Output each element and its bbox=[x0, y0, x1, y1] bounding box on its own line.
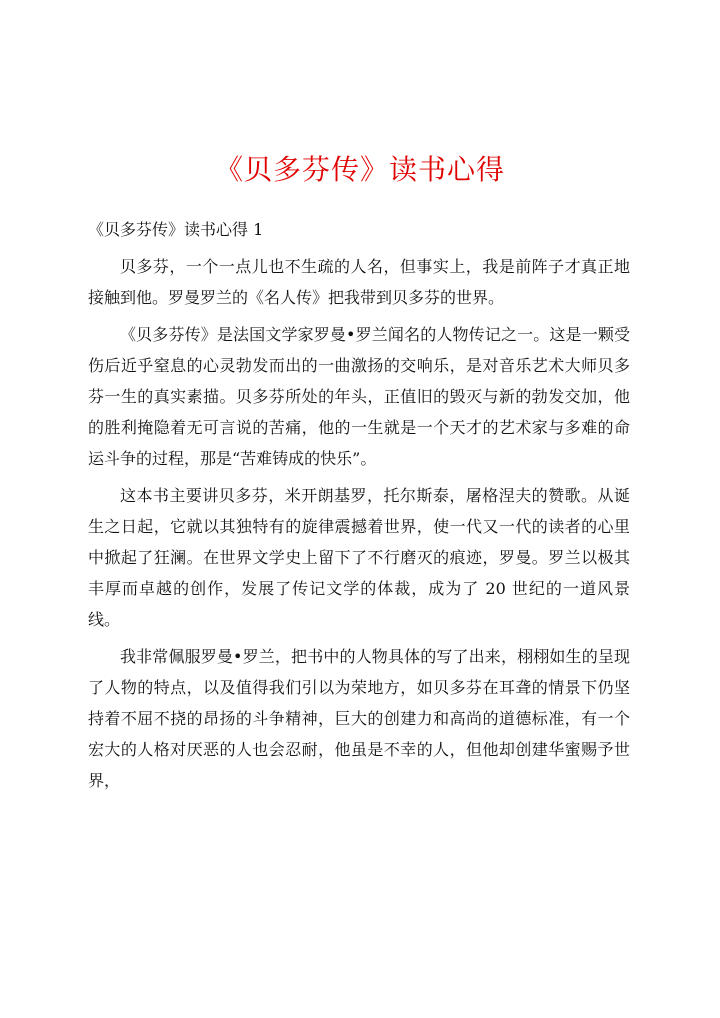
paragraph-4: 我非常佩服罗曼•罗兰，把书中的人物具体的写了出来，栩栩如生的呈现了人物的特点，以及值得我们引以为荣地方，如贝多芬在耳聋的情景下仍坚持着不屈不挠的昂扬的斗争精神，巨大的创建力和高尚的道德标准，有一个宏大的人格对厌恶的人也会忍耐，他虽是不幸的人，但他却创建华蜜赐予世界， bbox=[88, 647, 630, 790]
section-heading: 《贝多芬传》读书心得 1 bbox=[88, 220, 264, 239]
document-title: 《贝多芬传》读书心得 bbox=[214, 153, 505, 186]
paragraph-1: 贝多芬，一个一点儿也不生疏的人名，但事实上，我是前阵子才真正地接触到他。罗曼罗兰的《名人传》把我带到贝多芬的世界。 bbox=[88, 257, 630, 307]
document-body bbox=[88, 215, 630, 796]
paragraph-2: 《贝多芬传》是法国文学家罗曼•罗兰闻名的人物传记之一。这是一颗受伤后近乎窒息的心灵勃发而出的一曲激扬的交响乐，是对音乐艺术大师贝多芬一生的真实素描。贝多芬所处的年头，正值旧的毁灭与新的勃发交加，他的胜利掩隐着无可言说的苦痛，他的一生就是一个天才的艺术家与多难的命运斗争的过程，那是“苦难铸成的快乐”。 bbox=[88, 325, 630, 468]
paragraph-3: 这本书主要讲贝多芬，米开朗基罗，托尔斯泰，屠格涅夫的赞歌。从诞生之日起，它就以其独特有的旋律震撼着世界，使一代又一代的读者的心里中掀起了狂澜。在世界文学史上留下了不行磨灭的痕迹，罗曼。罗兰以极其丰厚而卓越的创作，发展了传记文学的体裁，成为了 20 世纪的一道风景线。 bbox=[88, 486, 630, 629]
